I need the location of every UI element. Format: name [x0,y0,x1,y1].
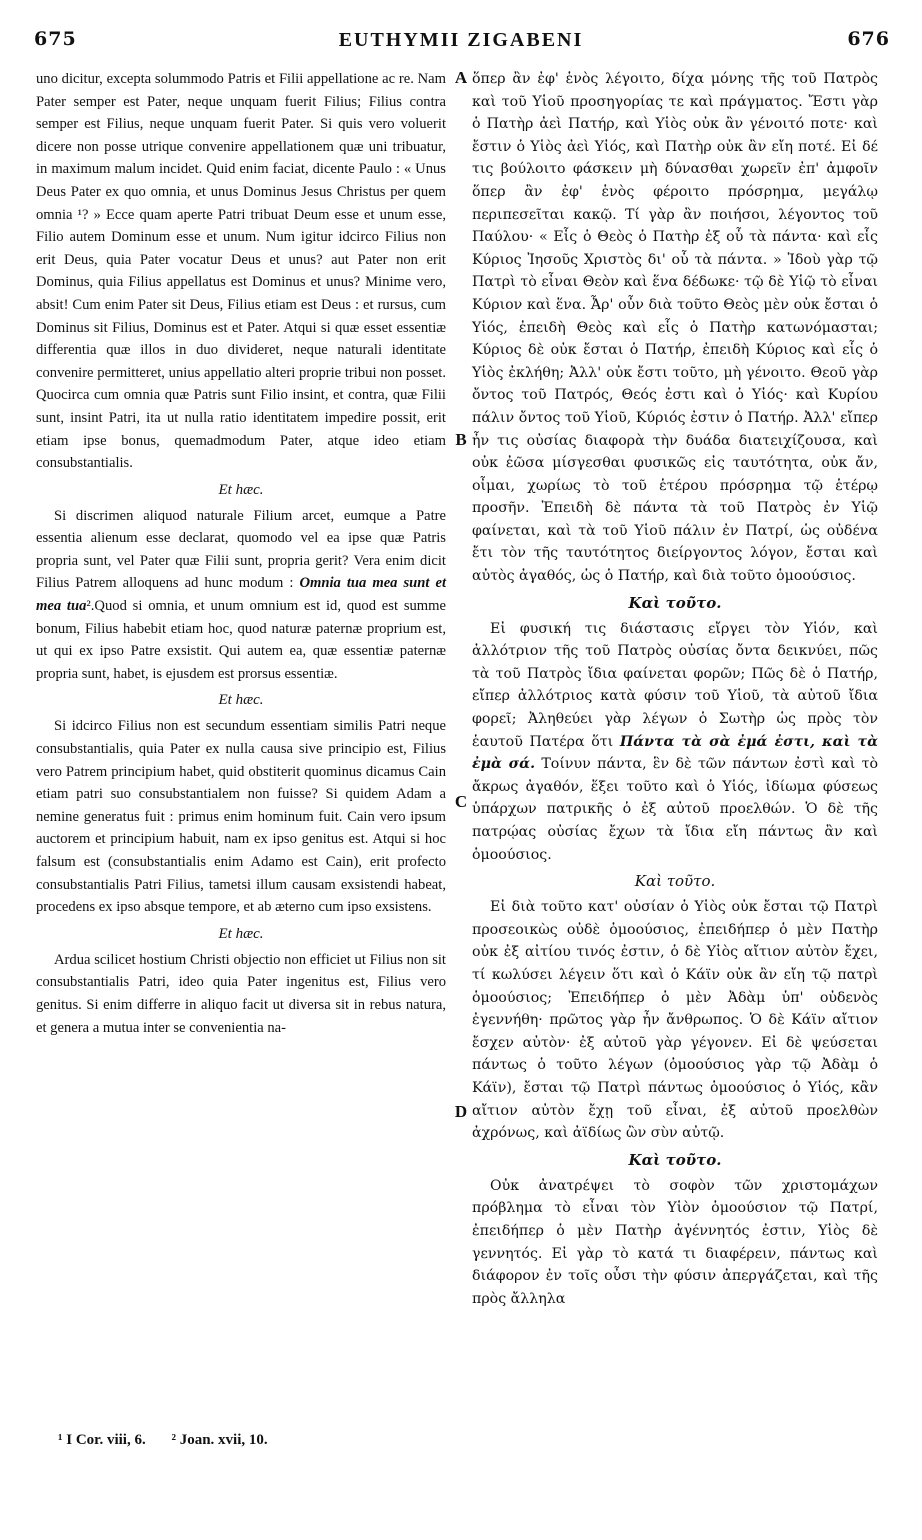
latin-paragraph-2 [36,505,446,686]
section-marker-a: A [454,68,468,87]
latin-paragraph-2-text-b: ².Quod si omnia, et unum omnium est id, quod est summe bonum, Filius habebit etiam hoc, quod naturæ paternæ proprium est, ut qui ex ipso Patre exsistit. Qui autem ea, quæ essentiæ paternæ propria sunt, habet, is ejusdem est prorsus essentiæ. [36,598,446,682]
greek-paragraph-3: Εἰ διὰ τοῦτο κατ' οὐσίαν ὁ Υἱὸς οὐκ ἔσται τῷ Πατρὶ προσεοικὼς οὐδὲ ὁμοούσιος, ἐπειδήπερ ὁ μὲν Πατὴρ οὐκ ἐξ αἰτίου τινός ἐστιν, ὁ δὲ Υἱὸς αἴτιον αὐτὸν ἔχει, τί κωλύσει λέγειν ὅτι καὶ ὁ Κάϊν οὐκ ἂν εἴη τῷ πατρὶ ὁμοούσιος; Ἐπειδήπερ ὁ μὲν Ἀδὰμ ὑπ' οὐδενὸς ἐγεννήθη· πρῶτος γὰρ ἦν ἄνθρωπος. Ὁ δὲ Κάϊν αἴτιον ἔσχεν αὐτὸν· ἐξ αὐτοῦ γὰρ γέγονεν. Εἰ δὲ ψεύσεται πάντως ὁ τοῦτο λέγων (ὁμοούσιος γὰρ τῷ Ἀδὰμ ὁ Κάϊν), ἔσται τῷ Πατρὶ πάντως ὁμοούσιος ὁ Υἱός, κἂν αἴτιον αὐτὸν ἔχῃ τοῦ εἶναι, ἐξ αὐτοῦ προελθὼν ἀχρόνως, καὶ ἀϊδίως ὢν σὺν αὐτῷ. [472,899,878,1142]
latin-paragraph-2-text-a: Si discrimen aliquod naturale Filium arcet, eumque a Patre essentia alienum esse declarat, quomodo vel ea ipse quæ Patris propria sunt, vel Pater quæ Filii sunt, propria gerit? Vera enim dicit Filius Patrem alloquens ad hunc modum : [36,507,446,592]
greek-paragraph-2 [472,618,878,867]
footnote-2: ² Joan. xvii, 10. [171,1432,268,1448]
page-number-left: 675 [34,28,77,50]
latin-column [36,68,446,1039]
page-header [30,28,892,64]
latin-section-heading-1: Et hæc. [218,481,264,498]
latin-section-heading-3: Et hæc. [218,925,264,942]
latin-section-heading-2: Et hæc. [218,692,264,709]
greek-paragraph-1: ὅπερ ἂν ἐφ' ἑνὸς λέγοιτο, δίχα μόνης τῆς τοῦ Πατρὸς καὶ τοῦ Υἱοῦ προσηγορίας τε καὶ πράγματος. Ἔστι γὰρ ὁ Πατὴρ ἀεὶ Πατήρ, καὶ Υἱὸς οὐκ ἂν γένοιτό ποτε· καὶ ἔστιν ὁ Υἱὸς ἀεὶ Υἱός, καὶ Πατὴρ οὐκ ἂν εἴη ποτέ. Εἰ δέ τις βούλοιτο φάσκειν μὴ δύνασθαι χωρεῖν ἐπ' ἀμφοῖν ὅπερ ἂν ἐφ' ἑνὸς φέροιτο πρόσρημα, μεγάλῳ περιπεσεῖται κακῷ. Τί γὰρ ἂν ποιήσοι, λέγοντος τοῦ Παύλου· « Εἷς ὁ Θεὸς ὁ Πατὴρ ἐξ οὗ τὰ πάντα· καὶ εἷς Κύριος Ἰησοῦς Χριστὸς δι' οὗ τὰ πάντα. » Ἰδοὺ γὰρ τῷ Πατρὶ τὸ εἶναι Θεὸν καὶ ἕνα δέδωκε· τῷ δὲ Υἱῷ τὸ εἶναι Κύριον καὶ ἕνα. Ἆρ' οὖν διὰ τοῦτο Θεὸς μὲν οὐκ ἔσται ὁ Υἱός, ἐπειδὴ Θεὸς καὶ εἷς ὁ Πατὴρ κατωνόμασται; Κύριος δὲ οὐκ ἔσται ὁ Πατήρ, ἐπειδὴ Κύριος καὶ εἷς ὁ Υἱὸς ἐκλήθη; Ἀλλ' οὐκ ἔστι τοῦτο, μὴ γένοιτο. Θεοῦ γὰρ ὄντος τοῦ Πατρός, Θεός ἐστι καὶ ὁ Υἱός· καὶ Κυρίου πάλιν ὄντος τοῦ Υἱοῦ, Κύριός ἐστιν ὁ Πατήρ. Ἀλλ' εἴπερ ἦν τις οὐσίας διαφορὰ τὴν δυάδα διατειχίζουσα, καὶ οὐκ ἐῶσα μίσγεσθαι φυσικῶς εἰς ταυτότητα, οὐκ ἄν, οἶμαι, χωρίως τὸ τοῦ ἑτέρου πρόσρημα τῷ ἑτέρῳ προσῆν. Ἐπειδὴ δὲ πάντα τὰ τοῦ Πατρὸς ἐν Υἱῷ φαίνεται, καὶ τὰ τοῦ Υἱοῦ πάλιν ἐν Πατρί, ὡς οὐδένα ἔτι τὸν τῆς ταυτότητος διείργοντος λόγον, ἔσται καὶ αὐτὸς ἀγαθός, ὡς ὁ Πατήρ, καὶ διὰ τοῦτο ὁμοούσιος. [472,71,878,585]
section-marker-b: B [455,430,467,449]
section-marker-d: D [454,1102,468,1121]
greek-section-heading-2: Καὶ τοῦτο. [634,872,716,891]
greek-paragraph-4: Οὐκ ἀνατρέψει τὸ σοφὸν τῶν χριστομάχων πρόβλημα τὸ εἶναι τὸν Υἱὸν ὁμοούσιον τῷ Πατρί, ἐπειδήπερ ὁ μὲν Πατὴρ ἀγέννητός ἐστιν, Υἱὸς δὲ γεννητός. Εἰ γὰρ τὸ κατά τι διαφέρειν, πάντως καὶ διάφορον ἐν τοῖς οὖσι τὴν φύσιν ἀπεργάζεται, καὶ τῆς πρὸς ἄλληλα [472,1177,878,1307]
latin-paragraph-1: uno dicitur, excepta solummodo Patris et Filii appellatione ac re. Nam Pater semper est Pater, neque unquam fuerit Filius; Filius contra semper est Filius, neque unquam fuerit Pater. Si quis vero voluerit dicere non posse utrique convenire appellationem quæ uni tribuatur, in maximum malum incidet. Quid enim faciat, dicente Paulo : « Unus Deus Pater ex quo omnia, et unus Dominus Jesus Christus per quem omnia ¹? » Ecce quam aperte Patri tribuat Deum esse et unum esse, Filio autem Dominum esse et unum. Num igitur idcirco Filius non erit Deus, quia Pater vocatur Deus et unus? aut Pater non erit Dominus, quia Filius appellatus est Dominus et unus? Minime vero, absit! Cum enim Pater sit Deus, Filius etiam est Deus : et rursus, cum Dominus sit Filius, Dominus est et Pater. Atqui si quæ esset essentiæ differentia quæ illos in duo divideret, neque naturali identitate convenire permitteret, unius appellatio alteri proprie tribui non posset. Quocirca cum omnia quæ Patris sunt Filio insint, et contra, quæ Filii sunt, insint Patri, ita ut nulla ratio identitatem impedire possit, erit etiam ipse bonus, quemadmodum Pater, atque ideo etiam consubstantialis. [36,71,446,472]
page-number-right: 676 [847,28,890,50]
footnote-1: ¹ I Cor. viii, 6. [58,1432,146,1448]
latin-scripture-quote: Omnia tua mea sunt et mea tua [36,575,447,615]
latin-paragraph-4: Ardua scilicet hostium Christi objectio non efficiet ut Filius non sit consubstantialis Patri, ideo quia Pater ingenitus est, Filius vero genitus. Si enim differre in aliquo facit ut diversa sit in rebus natura, et genera a mutua inter se convenientia na- [36,951,446,1036]
running-title: EUTHYMII ZIGABENI [338,29,584,51]
latin-paragraph-3: Si idcirco Filius non est secundum essentiam similis Patri neque consubstantialis, quia Pater ex nulla causa sive principio est, Filius vero Patrem principium habet, quid obstiterit quominus dicamus Cain etiam patri suo consubstantialem non fuisse? Si quidem Adam a nemine generatus fuit : primus enim hominum fuit. Cain vero ipsum auctorem et principium habuit, nam ex ipso genitus est. Atqui si hoc falsum est (consubstantialis enim Adamo est Cain), erit profecto consubstantialis Patri Filius, tametsi illum causam exsistendi habeat, procedens ex ipso absque tempore, et ab æterno cum ipso exsistens. [36,718,446,916]
greek-section-heading-1: Καὶ τοῦτο. [628,593,722,612]
greek-scripture-quote: Πάντα τὰ σὰ ἐμά ἐστι, καὶ τὰ ἐμὰ σά. [472,733,878,773]
greek-column [472,68,878,1310]
greek-paragraph-2-text-b: Τοίνυν πάντα, ἓν δὲ τῶν πάντων ἐστὶ καὶ τὸ ἄκρως ἀγαθόν, ἕξει τοῦτο καὶ ὁ Υἱός, ἰδίωμα φύσεως ὑπάρχων πατρικῆς ὁ ἐξ αὐτοῦ προελθών. Ὁ δὲ τῆς πατρῴας οὐσίας ἔχων τὰ ἴδια εἴη πάντως ἂν καὶ ὁμοούσιος. [472,756,879,863]
section-marker-c: C [454,792,468,811]
footnotes [58,1432,558,1449]
greek-section-heading-3: Καὶ τοῦτο. [628,1150,722,1169]
greek-paragraph-2-text-a: Εἰ φυσική τις διάστασις εἴργει τὸν Υἱόν, καὶ ἀλλότριον τῆς τοῦ Πατρὸς οὐσίας ὄντα δεικνύει, πῶς τὰ τοῦ Πατρὸς ἴδια φαίνεται φορῶν; Πῶς δὲ ὁ Πατήρ, εἴπερ ἀλλότριος κατὰ φύσιν τοῦ Υἱοῦ, τὰ αὐτοῦ ἴδια φορεῖ; Ἀληθεύει γὰρ λέγων ὁ Σωτὴρ ὡς πρὸς τὸν ἑαυτοῦ Πατέρα ὅτι [472,620,878,750]
